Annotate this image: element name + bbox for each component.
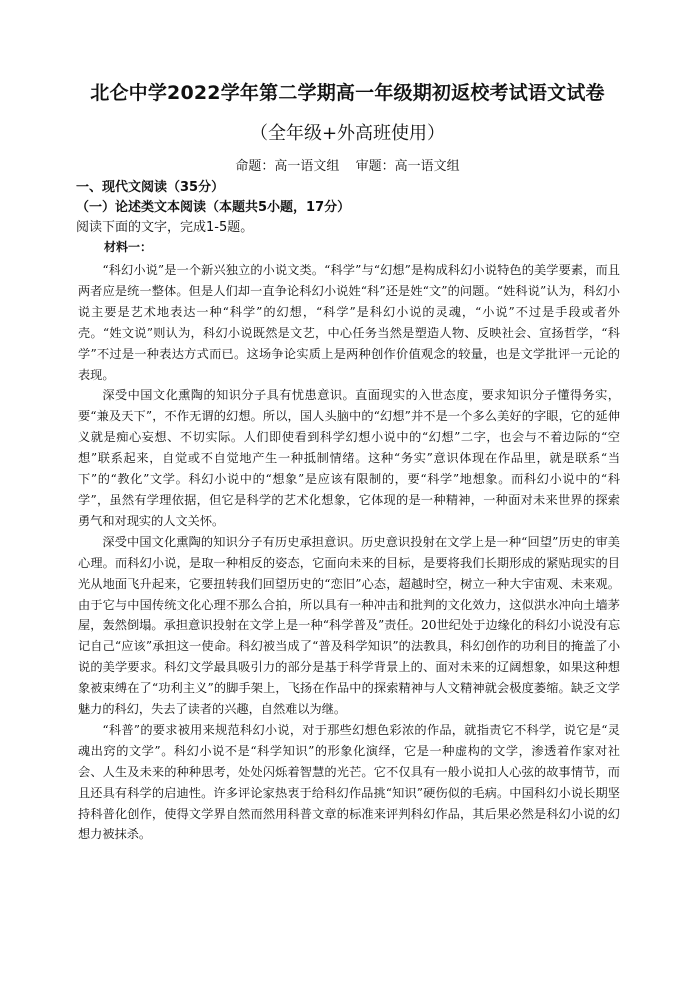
section-heading: 一、现代文阅读（35分）: [76, 180, 225, 195]
exam-title: 北仑中学2022学年第二学期高一年级期初返校考试语文试卷: [90, 82, 605, 104]
paragraph-3: 深受中国文化熏陶的知识分子有历史承担意识。历史意识投射在文学上是一种“回望”历史的审美心理。而科幻小说，是取一种相反的姿态，它面向未来的目标，是要将我们长期形成的紧贴现实的目光从地面飞升起来，它要扭转我们回望历史的“恋旧”心态，超越时空，树立一种大宇宙观、未来观。由于它与中国传统文化心理不那么合拍，所以具有一种冲击和批判的文化效力，这似洪水冲向土墙茅屋，轰然倒塌。承担意识投射在文学上是一种“科学普及”责任。20世纪处于边缘化的科幻小说没有忘记自己“应该”承担这一使命。科幻被当成了“普及科学知识”的法教具，科幻创作的功利目的掩盖了小说的美学要求。科幻文学最具吸引力的部分是基于科学背景上的、面对未来的辽阔想象，如果这种想象被束缚在了“功利主义”的脚手架上，飞扬在作品中的探索精神与人文精神就会极度萎缩。缺乏文学魅力的科幻，失去了读者的兴趣，自然难以为继。: [78, 534, 620, 717]
paragraph-2: 深受中国文化熏陶的知识分子具有忧患意识。直面现实的入世态度，要求知识分子懂得务实，要“兼及天下”，不作无谓的幻想。所以，国人头脑中的“幻想”并不是一个多么美好的字眼，它的延伸义就是痴心妄想、不切实际。人们即使看到科学幻想小说中的“幻想”二字，也会与不着边际的“空想”联系起来，自觉或不自觉地产生一种抵制情绪。这种“务实”意识体现在作品里，就是联系“当下”的“教化”文学。科幻小说中的“想象”是应该有限制的，要“科学”地想象。而科幻小说中的“科学”，虽然有学理依据，但它是科学的艺术化想象，它体现的是一种精神，一种面对未来世界的探索勇气和对现实的人文关怀。: [78, 388, 620, 528]
paragraph-4: “科普”的要求被用来规范科幻小说，对于那些幻想色彩浓的作品，就指责它不科学，说它是“灵魂出窍的文学”。科幻小说不是“科学知识”的形象化演绎，它是一种虚构的文学，渗透着作家对社会、人生及未来的种种思考，处处闪烁着智慧的光芒。它不仅具有一般小说扣人心弦的故事情节，而且还具有科学的启迪性。许多评论家热衷于给科幻作品挑“知识”硬伤似的毛病。中国科幻小说长期坚持科普化创作，使得文学界自然而然用科普文章的标准来评判科幻作品，其后果必然是科幻小说的幻想力被抹杀。: [78, 722, 620, 842]
setter-label: 命题：高一语文组: [235, 159, 340, 174]
paragraph-1: “科幻小说”是一个新兴独立的小说文类。“科学”与“幻想”是构成科幻小说特色的美学要素，而且两者应是统一整体。但是人们却一直争论科幻小说姓“科”还是姓“文”的问题。“姓科说”认为，科幻小说主要是艺术地表达一种“科学”的幻想，“科学”是科幻小说的灵魂，“小说”不过是手段或者外壳。“姓文说”则认为，科幻小说既然是文艺，中心任务当然是塑造人物、反映社会、宣扬哲学，“科学”不过是一种表达方式而已。这场争论实质上是两种创作价值观念的较量，也是文学批评一元论的表现。: [78, 263, 620, 382]
exam-authors: [0, 155, 695, 174]
exam-subtitle: （全年级+外高班使用）: [249, 123, 446, 144]
material-label: 材料一：: [104, 240, 153, 254]
reading-instruction: 阅读下面的文字，完成1-5题。: [76, 220, 254, 235]
reviewer-label: 审题：高一语文组: [355, 159, 460, 174]
section-subheading: （一）论述类文本阅读（本题共5小题，17分）: [76, 200, 351, 215]
article-body: [78, 260, 620, 845]
